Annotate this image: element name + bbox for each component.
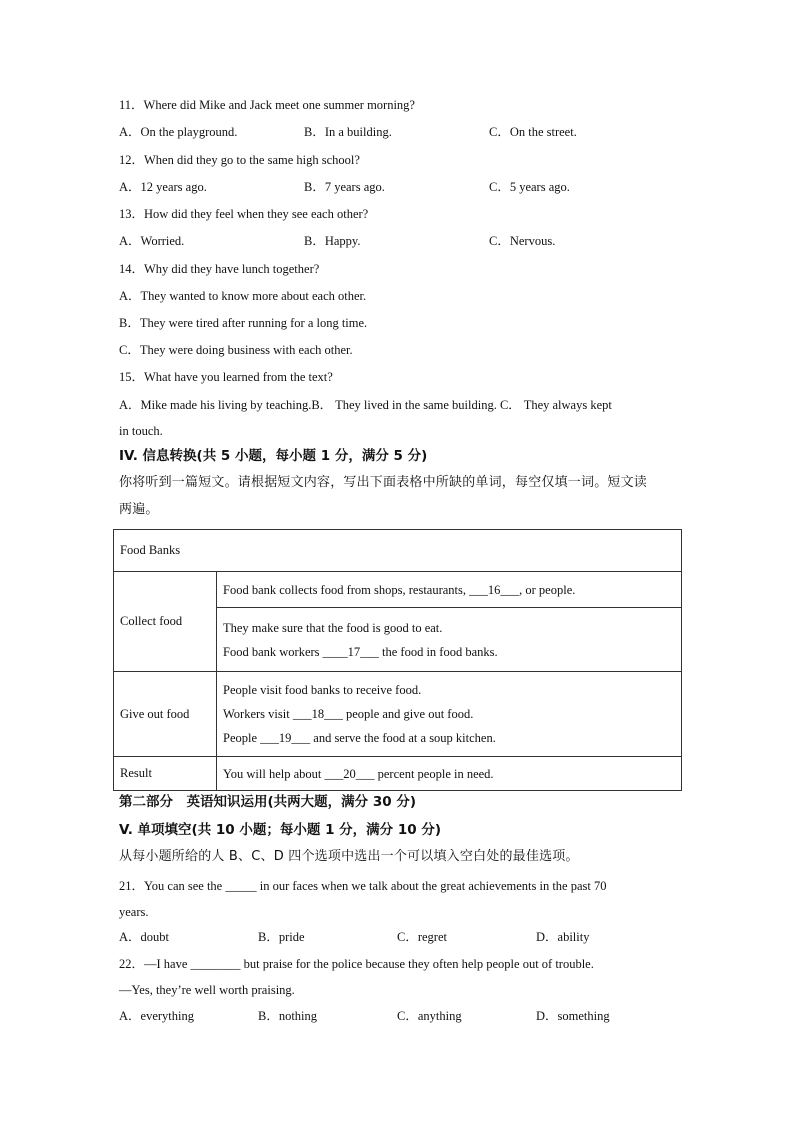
question-22-option-a: A．everything	[119, 1009, 194, 1023]
question-22-stem: 22．—I have ________ but praise for the police because they often help people out of trouble.	[119, 957, 594, 971]
question-13-stem: 13．How did they feel when they see each other?	[119, 207, 369, 221]
table-title: Food Banks	[114, 530, 682, 572]
question-13-option-a: A．Worried.	[119, 234, 185, 248]
question-22-option-d: D．something	[536, 1009, 610, 1023]
table-cell	[217, 608, 682, 672]
question-11-stem: 11．Where did Mike and Jack meet one summer morning?	[119, 98, 415, 112]
question-14-option-b: B．They were tired after running for a long time.	[119, 316, 368, 330]
question-14-option-c: C．They were doing business with each other.	[119, 343, 353, 357]
question-14-option-a: A．They wanted to know more about each other.	[119, 289, 367, 303]
collect-food-label: Collect food	[114, 572, 217, 672]
question-15-options-wrap: in touch.	[119, 424, 163, 438]
question-13-option-c: C．Nervous.	[489, 234, 556, 248]
section-4-title: IV. 信息转换(共 5 小题，每小题 1 分，满分 5 分)	[119, 448, 428, 464]
question-15-options: A．Mike made his living by teaching.B． They lived in the same building. C． They always kept	[119, 398, 612, 412]
give-out-food-label: Give out food	[114, 672, 217, 757]
give-out-food-line-3: People ___19___ and serve the food at a soup kitchen.	[223, 731, 496, 745]
question-21-option-a: A．doubt	[119, 930, 170, 944]
question-11-option-c: C．On the street.	[489, 125, 577, 139]
question-14-stem: 14．Why did they have lunch together?	[119, 262, 320, 276]
question-22-reply: —Yes, they’re well worth praising.	[119, 983, 295, 997]
give-out-food-line-1: People visit food banks to receive food.	[223, 683, 422, 697]
question-21-option-b: B．pride	[258, 930, 305, 944]
question-11-option-b: B．In a building.	[304, 125, 392, 139]
food-banks-table	[113, 529, 682, 791]
question-22-option-c: C．anything	[397, 1009, 462, 1023]
part-2-title: 第二部分 英语知识运用(共两大题，满分 30 分)	[119, 794, 417, 810]
question-12-option-c: C．5 years ago.	[489, 180, 570, 194]
result-line: You will help about ___20___ percent people in need.	[223, 766, 494, 781]
question-21-stem-wrap: years.	[119, 905, 149, 919]
table-cell	[217, 572, 682, 608]
section-4-instructions: 你将听到一篇短文。请根据短文内容，写出下面表格中所缺的单词，每空仅填一词。短文读	[119, 475, 648, 490]
section-5-instructions: 从每小题所给的人 B、C、D 四个选项中选出一个可以填入空白处的最佳选项。	[119, 849, 579, 864]
question-12-option-a: A．12 years ago.	[119, 180, 207, 194]
section-5-title: V. 单项填空(共 10 小题；每小题 1 分，满分 10 分)	[119, 822, 442, 838]
question-22-option-b: B．nothing	[258, 1009, 318, 1023]
table-cell	[217, 757, 682, 791]
section-4-instructions-wrap: 两遍。	[119, 502, 159, 517]
collect-food-line-1: Food bank collects food from shops, restaurants, ___16___, or people.	[223, 582, 576, 597]
table-cell	[217, 672, 682, 757]
question-15-stem: 15．What have you learned from the text?	[119, 370, 333, 384]
question-21-option-d: D．ability	[536, 930, 590, 944]
question-12-stem: 12．When did they go to the same high school?	[119, 153, 360, 167]
collect-food-line-3: Food bank workers ____17___ the food in food banks.	[223, 644, 498, 659]
question-12-option-b: B．7 years ago.	[304, 180, 385, 194]
question-21-option-c: C．regret	[397, 930, 447, 944]
question-13-option-b: B．Happy.	[304, 234, 361, 248]
result-label: Result	[114, 757, 217, 791]
question-11-option-a: A．On the playground.	[119, 125, 238, 139]
give-out-food-line-2: Workers visit ___18___ people and give out food.	[223, 707, 474, 721]
question-21-stem: 21．You can see the _____ in our faces when we talk about the great achievements in the past 70	[119, 879, 607, 893]
collect-food-line-2: They make sure that the food is good to eat.	[223, 620, 443, 635]
